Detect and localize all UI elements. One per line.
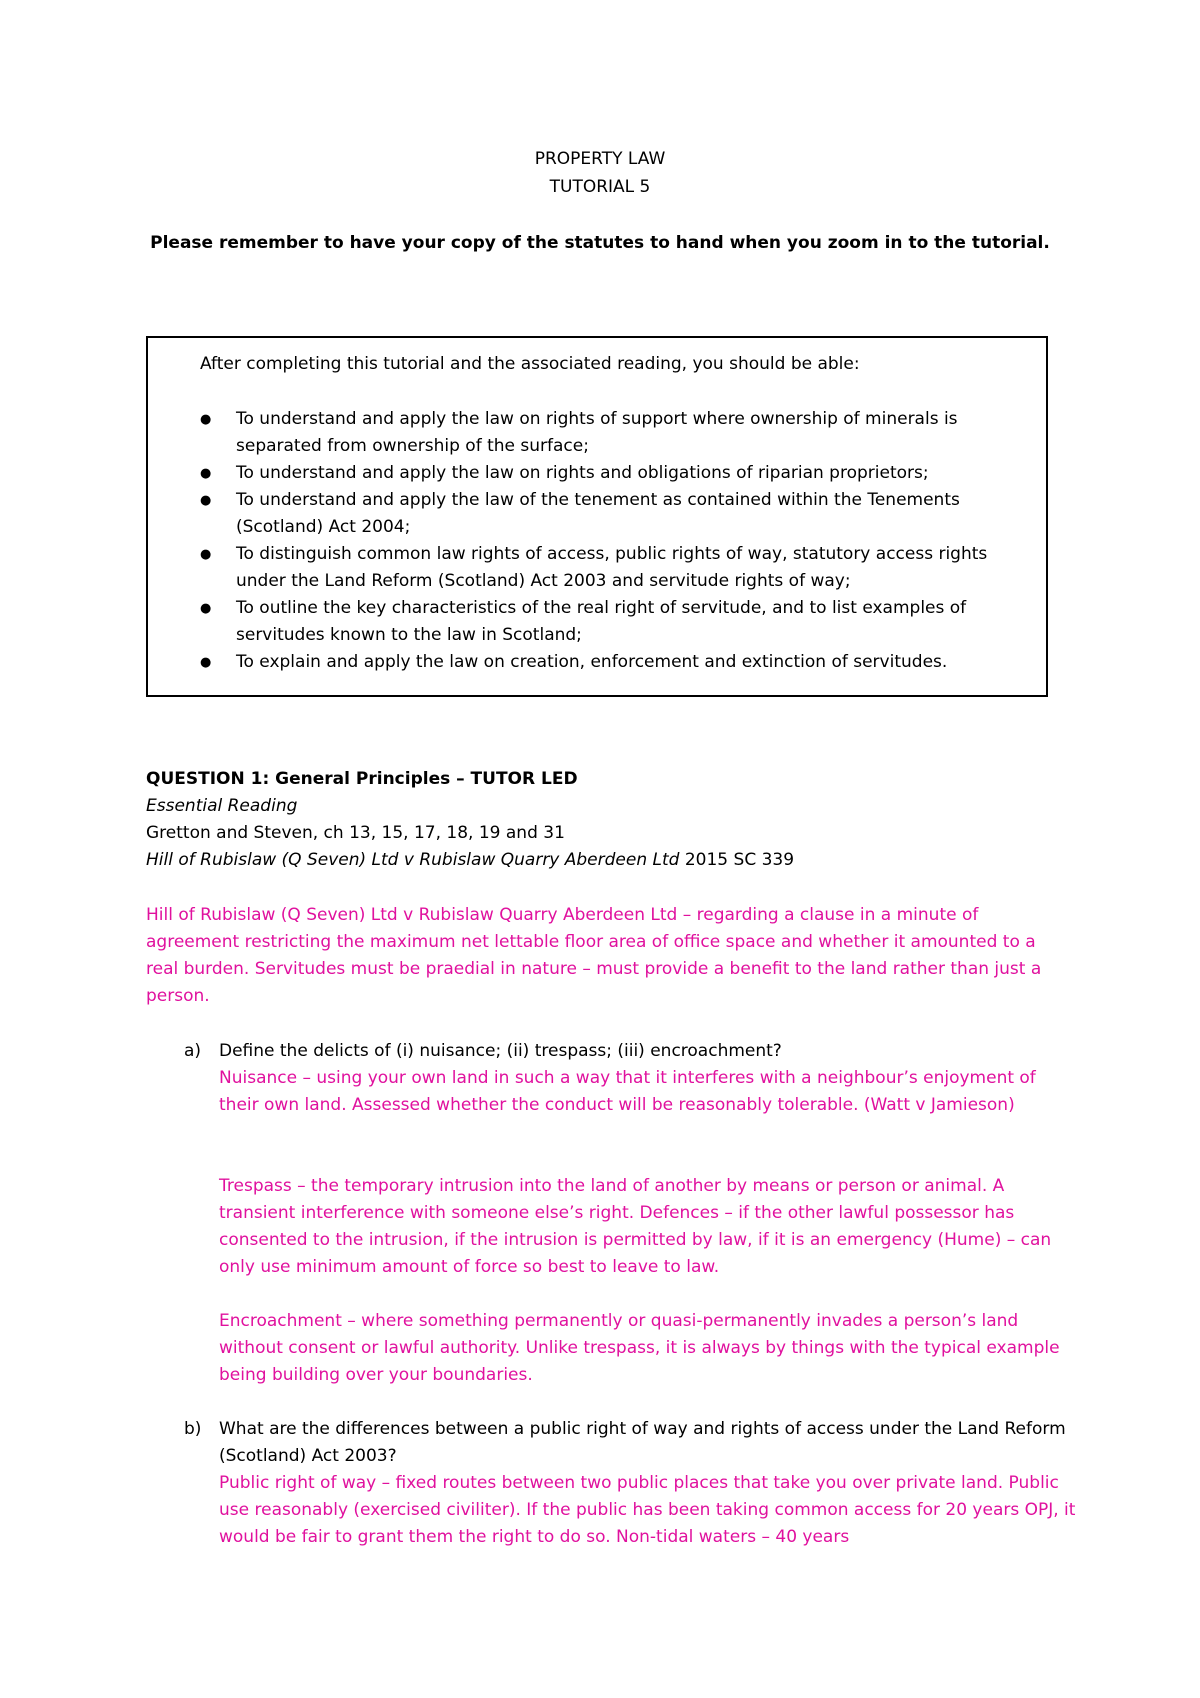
essential-reading-label: Essential Reading bbox=[146, 796, 298, 816]
answer-encroachment: Encroachment – where something permanently or quasi-permanently invades a person’s land without consent or lawful authority. Unlike trespass, it is always by things with the typical example being building over your boundaries. bbox=[219, 1311, 1060, 1385]
objective-item: ● To explain and apply the law on creation, enforcement and extinction of servitudes. bbox=[200, 649, 1010, 676]
bullet-icon: ● bbox=[200, 412, 212, 427]
part-a-question: Define the delicts of (i) nuisance; (ii) trespass; (iii) encroachment? bbox=[219, 1041, 782, 1061]
objective-item: ● To understand and apply the law on rights of support where ownership of minerals is separated from ownership of the surface; bbox=[200, 406, 1010, 460]
annotation-note: Hill of Rubislaw (Q Seven) Ltd v Rubislaw Quarry Aberdeen Ltd – regarding a clause in a minute of agreement restricting the maximum net lettable floor area of office space and whether it amounted to a real burden. Servitudes must be praedial in nature – must provide a benefit to the land rather than just a person. bbox=[146, 905, 1042, 1006]
objective-item: ● To distinguish common law rights of access, public rights of way, statutory access rights under the Land Reform (Scotland) Act 2003 and servitude rights of way; bbox=[200, 541, 1010, 595]
objective-item: ● To outline the key characteristics of the real right of servitude, and to list examples of servitudes known to the law in Scotland; bbox=[200, 595, 1010, 649]
learning-objectives-box bbox=[146, 336, 1048, 697]
document-subtitle: TUTORIAL 5 bbox=[549, 177, 651, 197]
bullet-icon: ● bbox=[200, 493, 212, 508]
objectives-intro: After completing this tutorial and the associated reading, you should be able: bbox=[200, 354, 860, 374]
objectives-list bbox=[200, 406, 1010, 676]
statutes-reminder: Please remember to have your copy of the statutes to hand when you zoom in to the tutorial. bbox=[150, 233, 1050, 253]
reading-item: Gretton and Steven, ch 13, 15, 17, 18, 19 and 31 bbox=[146, 823, 565, 843]
answer-public-right-of-way: Public right of way – fixed routes between two public places that take you over private land. Public use reasonably (exercised civiliter). If the public has been taking common access for 20 years OPJ, it would be fair to grant them the right to do so. Non-tidal waters – 40 years bbox=[219, 1473, 1076, 1547]
case-citation: 2015 SC 339 bbox=[679, 850, 795, 870]
bullet-icon: ● bbox=[200, 547, 212, 562]
case-name: Hill of Rubislaw (Q Seven) Ltd v Rubislaw Quarry Aberdeen Ltd bbox=[146, 850, 680, 870]
bullet-icon: ● bbox=[200, 466, 212, 481]
part-b-label: b) bbox=[184, 1419, 202, 1439]
answer-trespass: Trespass – the temporary intrusion into the land of another by means or person or animal. A transient interference with someone else’s right. Defences – if the other lawful possessor has consented to the intrusion, if the intrusion is permitted by law, if it is an emergency (Hume) – can only use minimum amount of force so best to leave to law. bbox=[219, 1176, 1052, 1277]
bullet-icon: ● bbox=[200, 601, 212, 616]
part-b-question: What are the differences between a public right of way and rights of access under the Land Reform (Scotland) Act 2003? bbox=[219, 1419, 1066, 1466]
objective-item: ● To understand and apply the law on rights and obligations of riparian proprietors; bbox=[200, 460, 1010, 487]
part-a-label: a) bbox=[184, 1041, 202, 1061]
bullet-icon: ● bbox=[200, 655, 212, 670]
question1-heading: QUESTION 1: General Principles – TUTOR LED bbox=[146, 769, 578, 789]
reading-item-case bbox=[146, 847, 1056, 874]
objective-item: ● To understand and apply the law of the tenement as contained within the Tenements (Scotland) Act 2004; bbox=[200, 487, 1010, 541]
answer-nuisance: Nuisance – using your own land in such a way that it interferes with a neighbour’s enjoyment of their own land. Assessed whether the conduct will be reasonably tolerable. (Watt v Jamieson) bbox=[219, 1068, 1036, 1115]
document-title: PROPERTY LAW bbox=[534, 149, 666, 169]
